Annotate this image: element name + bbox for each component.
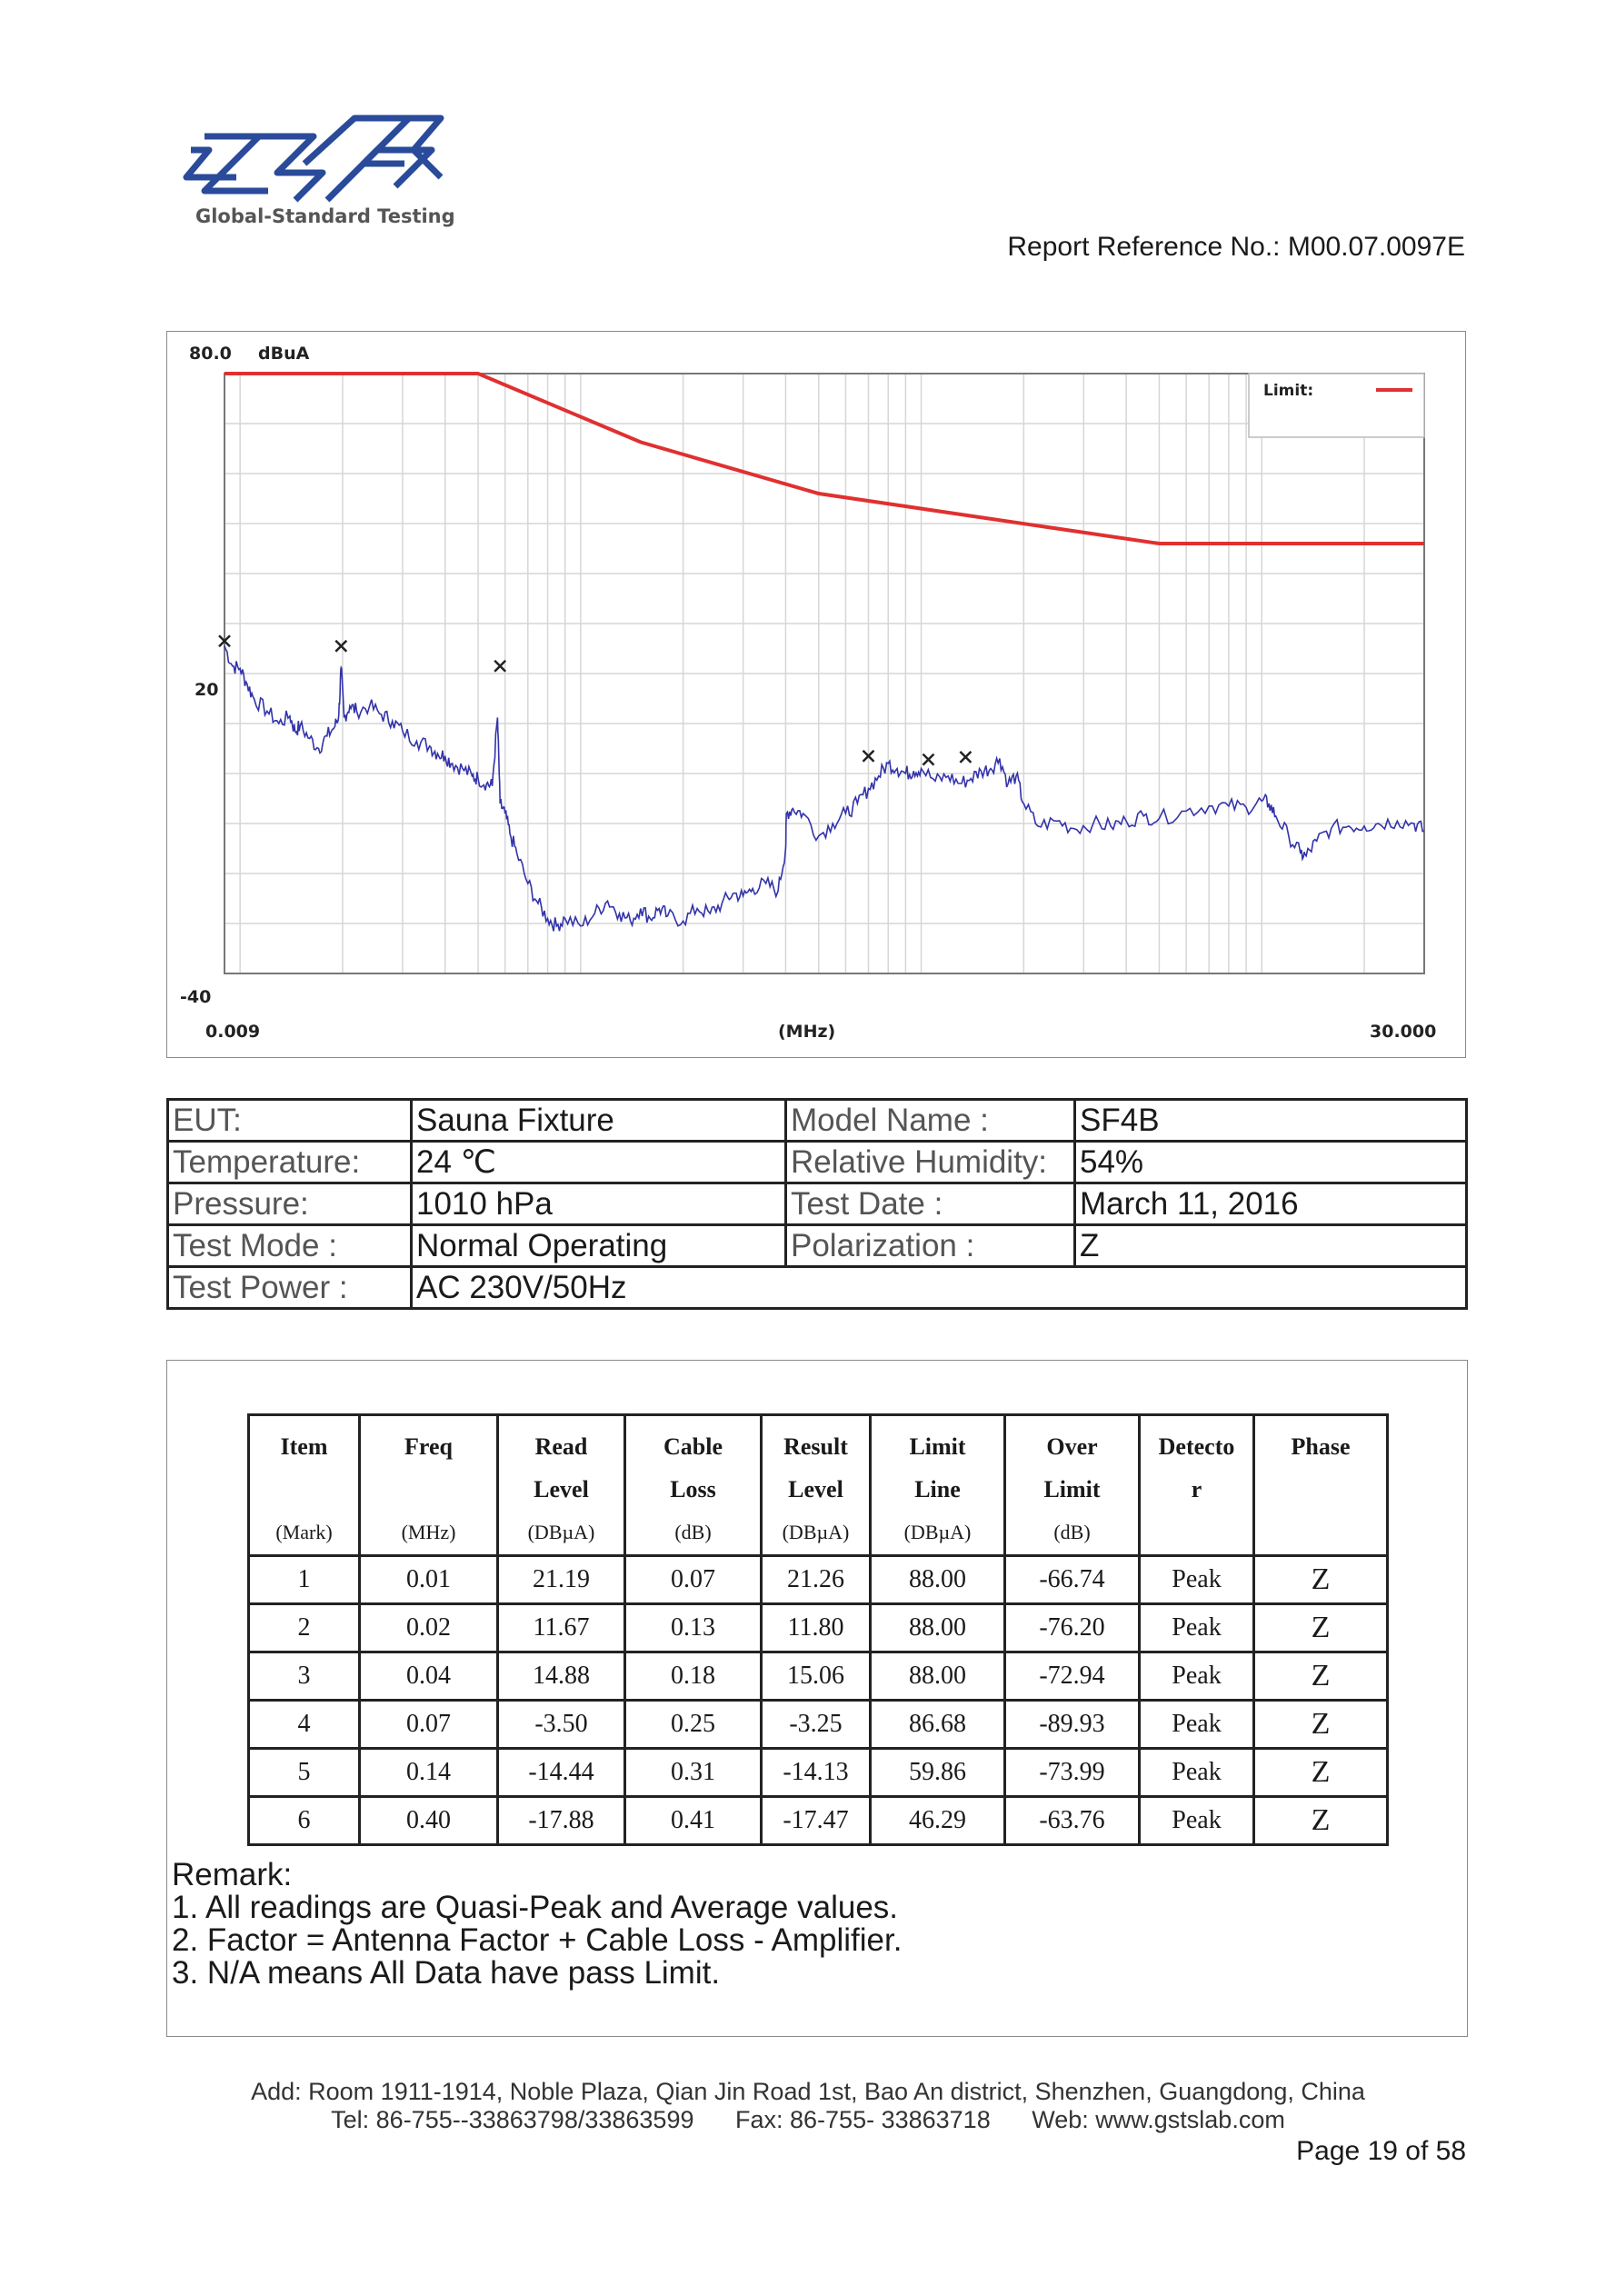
table-cell: 6 (249, 1797, 360, 1845)
table-cell: Peak (1140, 1556, 1254, 1604)
header-line-2 (1256, 1468, 1385, 1511)
header-line-2: Loss (670, 1476, 716, 1502)
x-tick-left: 0.009 (205, 1022, 261, 1042)
table-cell: -14.13 (762, 1749, 871, 1797)
table-cell: Peak (1140, 1797, 1254, 1845)
header-line-1: Read (534, 1433, 588, 1460)
table-cell: 88.00 (871, 1604, 1005, 1652)
table-cell: 46.29 (871, 1797, 1005, 1845)
column-header (625, 1415, 762, 1556)
pressure-label: Pressure: (168, 1183, 412, 1225)
table-cell: 11.80 (762, 1604, 871, 1652)
page-footer (0, 2078, 1616, 2134)
table-cell: -76.20 (1005, 1604, 1140, 1652)
eut-label: EUT: (168, 1100, 412, 1142)
y-unit-label: dBuA (258, 344, 310, 364)
info-row (168, 1267, 1467, 1309)
table-cell: 0.40 (360, 1797, 498, 1845)
header-line-2: Level (788, 1476, 843, 1502)
emission-chart (166, 331, 1466, 1058)
table-cell: Peak (1140, 1652, 1254, 1701)
column-header (1005, 1415, 1140, 1556)
header-line-2 (251, 1468, 357, 1511)
table-cell: 0.18 (625, 1652, 762, 1701)
table-cell: 0.07 (625, 1556, 762, 1604)
table-cell: -89.93 (1005, 1701, 1140, 1749)
results-section (166, 1360, 1468, 2037)
test-mode-value: Normal Operating (412, 1225, 786, 1267)
column-header (498, 1415, 625, 1556)
model-name-value: SF4B (1075, 1100, 1467, 1142)
results-header-row (249, 1415, 1388, 1556)
header-line-1: Result (783, 1433, 848, 1460)
table-cell: 86.68 (871, 1701, 1005, 1749)
table-cell: 88.00 (871, 1652, 1005, 1701)
remarks-block (172, 1859, 902, 1990)
table-row (249, 1797, 1388, 1845)
column-header (1254, 1415, 1388, 1556)
table-cell: 3 (249, 1652, 360, 1701)
table-cell: Z (1254, 1652, 1388, 1701)
test-conditions-table (166, 1098, 1468, 1310)
header-unit: (MHz) (401, 1521, 456, 1543)
header-unit: (DBµA) (527, 1521, 595, 1543)
header-line-1: Cable (663, 1433, 723, 1460)
logo-text: Global-Standard Testing (195, 205, 455, 227)
header-unit: (dB) (1053, 1521, 1091, 1543)
remark-title: Remark: (172, 1857, 293, 1892)
table-cell: Peak (1140, 1604, 1254, 1652)
polarization-label: Polarization : (786, 1225, 1075, 1267)
peak-marker (923, 754, 933, 765)
y-tick-top: 80.0 (189, 344, 232, 364)
column-header (762, 1415, 871, 1556)
footer-address: Add: Room 1911-1914, Noble Plaza, Qian Jin Road 1st, Bao An district, Shenzhen, Guangdong, China (251, 2078, 1365, 2105)
table-cell: 14.88 (498, 1652, 625, 1701)
table-cell: 0.41 (625, 1797, 762, 1845)
test-power-label: Test Power : (168, 1267, 412, 1309)
table-cell: -63.76 (1005, 1797, 1140, 1845)
column-header (360, 1415, 498, 1556)
humidity-label: Relative Humidity: (786, 1142, 1075, 1183)
table-cell: 11.67 (498, 1604, 625, 1652)
table-cell: 0.04 (360, 1652, 498, 1701)
header-line-2: r (1191, 1476, 1202, 1502)
header-line-1: Item (280, 1433, 328, 1460)
test-mode-label: Test Mode : (168, 1225, 412, 1267)
y-tick-bottom: -40 (180, 987, 212, 1007)
chart-grid (224, 374, 1424, 973)
measurement-trace-series (224, 646, 1424, 932)
pressure-value: 1010 hPa (412, 1183, 786, 1225)
temperature-value: 24 ℃ (412, 1142, 786, 1183)
table-row (249, 1604, 1388, 1652)
company-logo (168, 114, 468, 232)
temperature-label: Temperature: (168, 1142, 412, 1183)
footer-web[interactable]: Web: www.gstslab.com (1032, 2106, 1285, 2133)
table-cell: 0.25 (625, 1701, 762, 1749)
footer-fax: Fax: 86-755- 33863718 (735, 2106, 991, 2133)
table-row (249, 1556, 1388, 1604)
y-tick-mid: 20 (195, 680, 219, 700)
table-cell: 0.01 (360, 1556, 498, 1604)
header-line-2: Level (534, 1476, 589, 1502)
table-cell: -3.25 (762, 1701, 871, 1749)
header-unit: (DBµA) (903, 1521, 972, 1543)
table-cell: 0.02 (360, 1604, 498, 1652)
table-cell: Z (1254, 1556, 1388, 1604)
header-line-1: Limit (909, 1433, 966, 1460)
remark-item: 1. All readings are Quasi-Peak and Average values. (172, 1890, 899, 1925)
info-row (168, 1225, 1467, 1267)
remark-item: 2. Factor = Antenna Factor + Cable Loss - Amplifier. (172, 1922, 903, 1958)
table-cell: Z (1254, 1797, 1388, 1845)
humidity-value: 54% (1075, 1142, 1467, 1183)
page-number: Page 19 of 58 (1296, 2136, 1466, 2166)
table-cell: 15.06 (762, 1652, 871, 1701)
table-cell: 0.07 (360, 1701, 498, 1749)
measurement-trace (224, 646, 1424, 932)
table-cell: 0.13 (625, 1604, 762, 1652)
header-line-1: Over (1046, 1433, 1098, 1460)
eut-value: Sauna Fixture (412, 1100, 786, 1142)
table-cell: -17.47 (762, 1797, 871, 1845)
header-line-1: Detecto (1158, 1433, 1235, 1460)
limit-line (224, 374, 1424, 544)
peak-markers (219, 635, 971, 764)
chart-legend (1249, 374, 1424, 437)
remark-item: 3. N/A means All Data have pass Limit. (172, 1955, 721, 1991)
table-row (249, 1652, 1388, 1701)
table-cell: 4 (249, 1701, 360, 1749)
table-cell: 5 (249, 1749, 360, 1797)
info-row (168, 1100, 1467, 1142)
table-cell: -17.88 (498, 1797, 625, 1845)
header-line-2: Limit (1043, 1476, 1101, 1502)
polarization-value: Z (1075, 1225, 1467, 1267)
test-date-label: Test Date : (786, 1183, 1075, 1225)
table-cell: 88.00 (871, 1556, 1005, 1604)
info-row (168, 1183, 1467, 1225)
test-power-value: AC 230V/50Hz (412, 1267, 1467, 1309)
info-row (168, 1142, 1467, 1183)
table-cell: 1 (249, 1556, 360, 1604)
table-cell: -3.50 (498, 1701, 625, 1749)
footer-tel: Tel: 86-755--33863798/33863599 (331, 2106, 694, 2133)
header-line-2: Line (914, 1476, 961, 1502)
column-header (1140, 1415, 1254, 1556)
header-line-1: Freq (404, 1433, 453, 1460)
header-unit: (Mark) (275, 1521, 333, 1543)
header-unit: (dB) (674, 1521, 712, 1543)
table-cell: Peak (1140, 1749, 1254, 1797)
test-date-value: March 11, 2016 (1075, 1183, 1467, 1225)
column-header (871, 1415, 1005, 1556)
header-line-2 (362, 1468, 495, 1511)
limit-line-series (224, 374, 1424, 544)
table-cell: 0.31 (625, 1749, 762, 1797)
peak-marker (335, 641, 346, 652)
table-cell: 21.19 (498, 1556, 625, 1604)
table-cell: Z (1254, 1604, 1388, 1652)
table-cell: -14.44 (498, 1749, 625, 1797)
peak-marker (494, 661, 505, 672)
report-reference: Report Reference No.: M00.07.0097E (1007, 232, 1465, 262)
table-cell: -66.74 (1005, 1556, 1140, 1604)
table-cell: Z (1254, 1701, 1388, 1749)
table-cell: 21.26 (762, 1556, 871, 1604)
table-cell: Peak (1140, 1701, 1254, 1749)
column-header (249, 1415, 360, 1556)
header-unit: (DBµA) (782, 1521, 850, 1543)
header-line-1: Phase (1291, 1433, 1351, 1460)
x-tick-right: 30.000 (1370, 1022, 1437, 1042)
table-row (249, 1749, 1388, 1797)
legend-label: Limit: (1263, 382, 1314, 400)
table-cell: 2 (249, 1604, 360, 1652)
table-cell: 0.14 (360, 1749, 498, 1797)
table-cell: -73.99 (1005, 1749, 1140, 1797)
table-cell: -72.94 (1005, 1652, 1140, 1701)
peak-marker (960, 752, 971, 763)
table-cell: 59.86 (871, 1749, 1005, 1797)
results-table (247, 1413, 1389, 1846)
table-cell: Z (1254, 1749, 1388, 1797)
x-unit-label: (MHz) (778, 1022, 836, 1042)
model-name-label: Model Name : (786, 1100, 1075, 1142)
table-row (249, 1701, 1388, 1749)
